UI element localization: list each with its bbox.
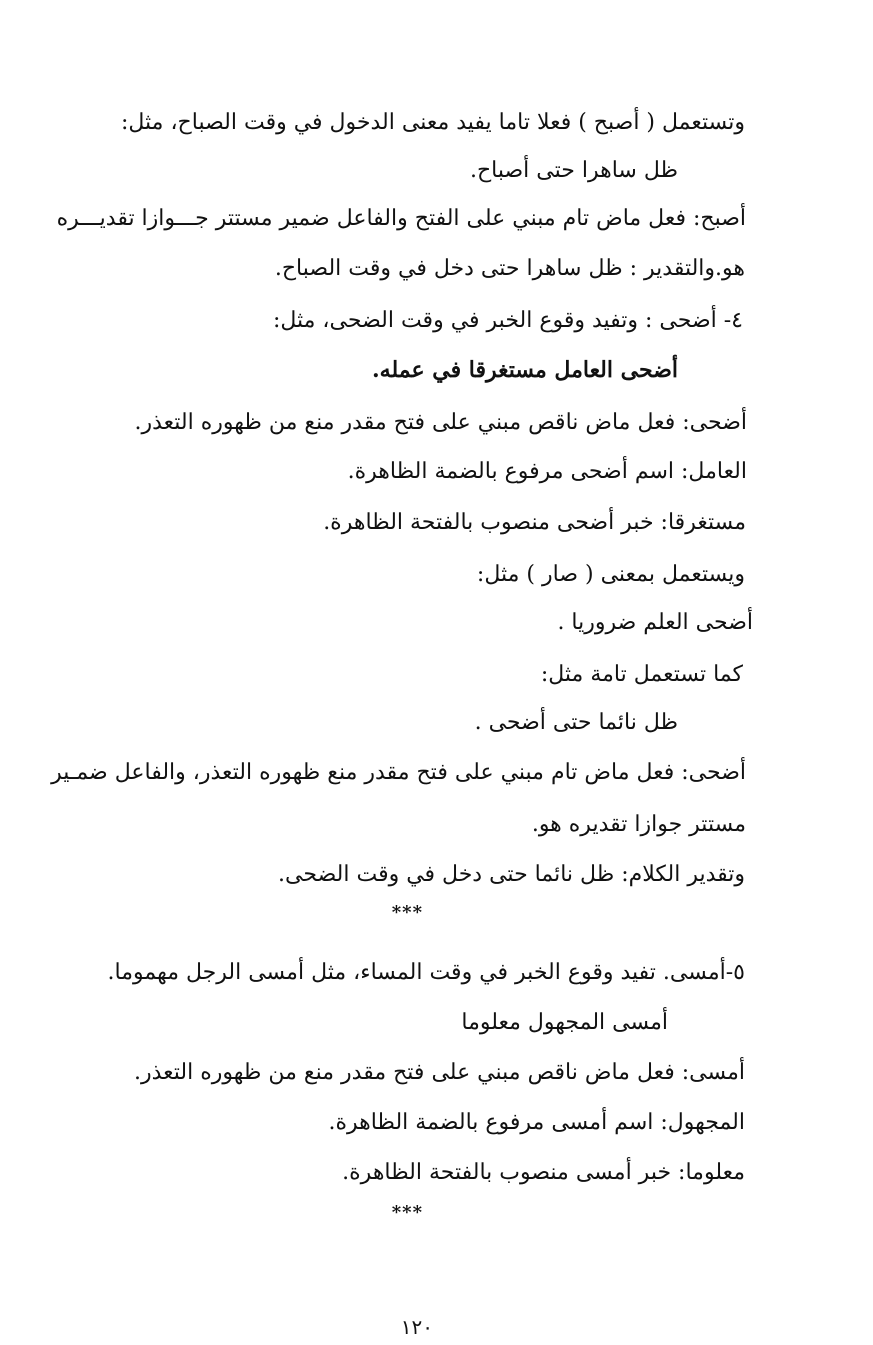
text-line: المجهول: اسم أمسى مرفوع بالضمة الظاهرة. — [328, 1110, 745, 1135]
section-separator: *** — [391, 1202, 423, 1223]
example-line: أمسى المجهول معلوما — [461, 1010, 668, 1035]
text-line: العامل: اسم أضحى مرفوع بالضمة الظاهرة. — [347, 459, 747, 484]
text-line: كما تستعمل تامة مثل: — [540, 662, 743, 687]
text-line: معلوما: خبر أمسى منصوب بالفتحة الظاهرة. — [342, 1160, 745, 1185]
text-line: أضحى: فعل ماض تام مبني على فتح مقدر منع ظهوره التعذر، والفاعل ضمـير — [51, 760, 746, 785]
text-line: أمسى: فعل ماض ناقص مبني على فتح مقدر منع من ظهوره التعذر. — [133, 1060, 745, 1085]
text-line: وتقدير الكلام: ظل نائما حتى دخل في وقت الضحى. — [278, 862, 745, 887]
text-line: أضحى: فعل ماض ناقص مبني على فتح مقدر منع من ظهوره التعذر. — [134, 410, 747, 435]
text-line: مستغرقا: خبر أضحى منصوب بالفتحة الظاهرة. — [323, 510, 746, 535]
section-heading: ٥-أمسى. تفيد وقوع الخبر في وقت المساء، مثل أمسى الرجل مهموما. — [107, 960, 745, 985]
example-line: ظل ساهرا حتى أصباح. — [469, 158, 678, 183]
example-line: أضحى العامل مستغرقا في عمله. — [371, 357, 678, 383]
text-line: ويستعمل بمعنى ( صار ) مثل: — [476, 562, 745, 587]
example-line: أضحى العلم ضروريا . — [557, 610, 753, 635]
text-line: أصبح: فعل ماض تام مبني على الفتح والفاعل ضمير مستتر جـــوازا تقديـــره — [56, 206, 746, 231]
page-number: ١٢٠ — [400, 1315, 433, 1339]
text-line: مستتر جوازا تقديره هو. — [531, 812, 746, 837]
text-line: هو.والتقدير : ظل ساهرا حتى دخل في وقت الصباح. — [274, 256, 745, 281]
section-separator: *** — [391, 902, 423, 923]
section-heading: ٤- أضحى : وتفيد وقوع الخبر في وقت الضحى، مثل: — [272, 308, 743, 333]
text-line: وتستعمل ( أصبح ) فعلا تاما يفيد معنى الدخول في وقت الصباح، مثل: — [120, 110, 745, 135]
example-line: ظل نائما حتى أضحى . — [474, 710, 678, 735]
